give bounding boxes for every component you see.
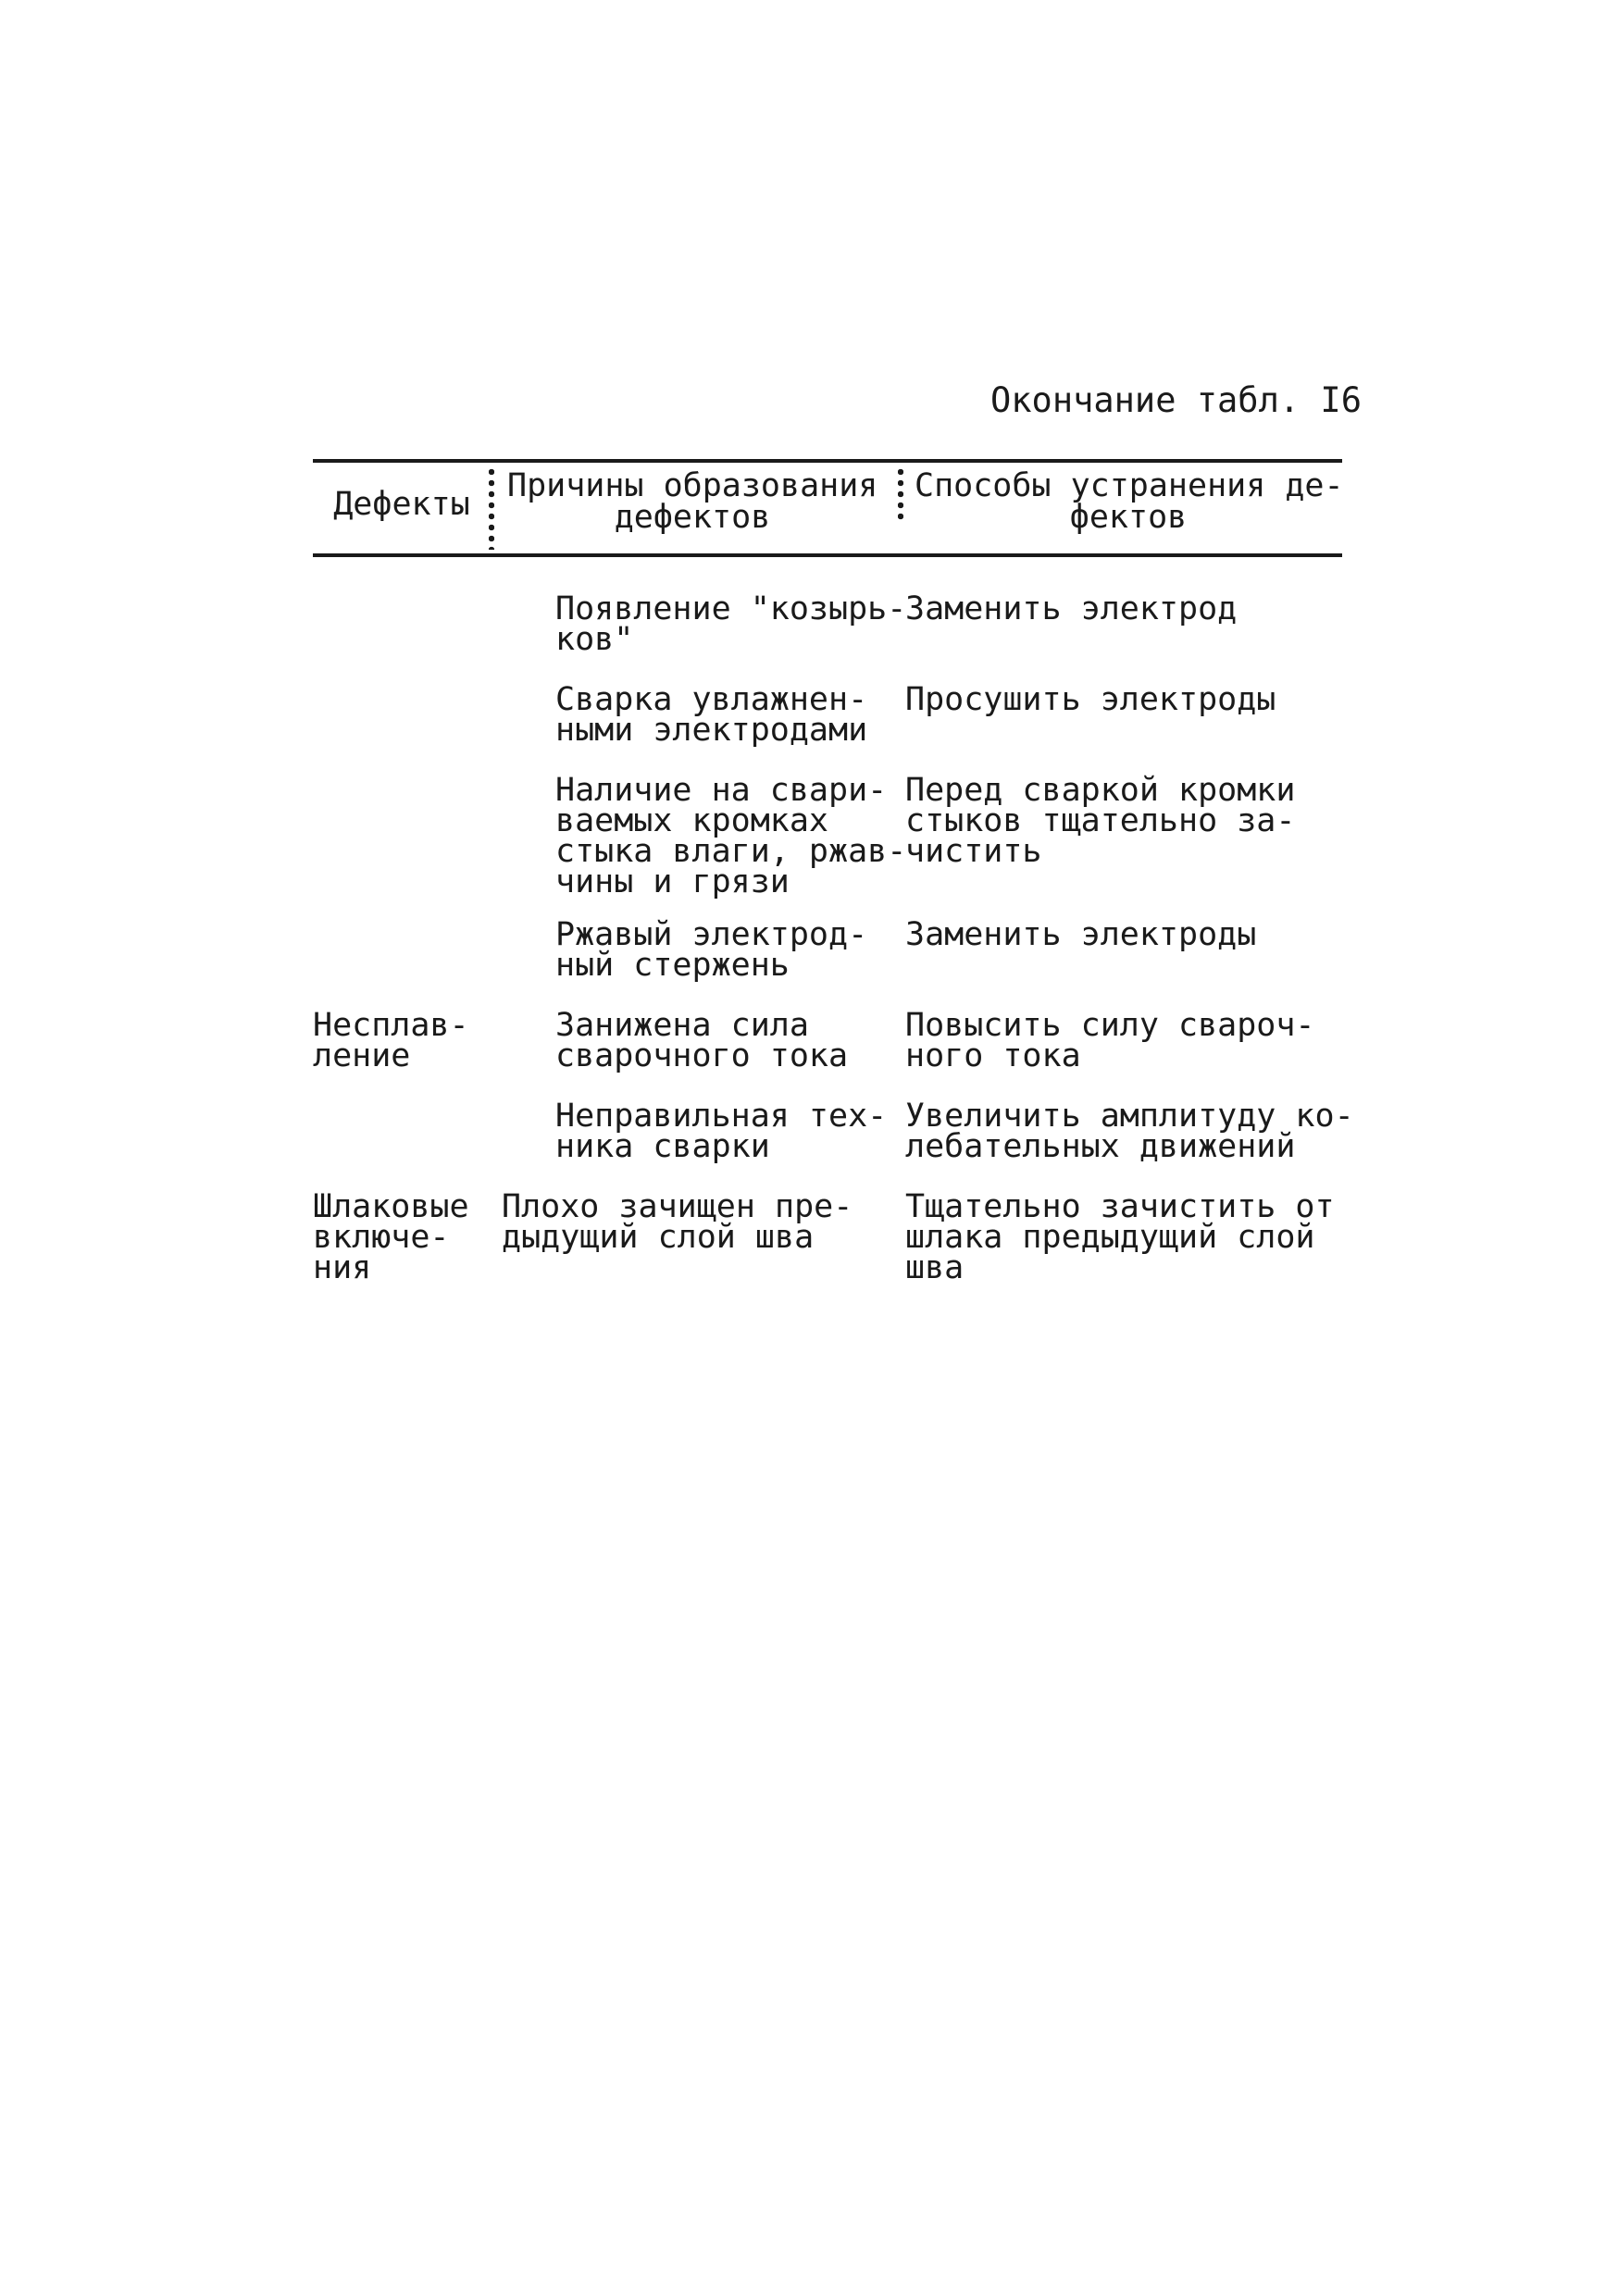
defect-cell: Шлаковые включе- ния: [313, 1188, 469, 1286]
cause-cell: Неправильная тех- ника сварки: [555, 1098, 888, 1165]
remedy-cell: Увеличить амплитуду ко- лебательных движений: [905, 1098, 1354, 1165]
table-body: [313, 557, 1354, 1390]
remedy-cell: Повысить силу свароч- ного тока: [905, 1007, 1315, 1074]
remedy-cell: Просушить электроды: [905, 681, 1276, 718]
header-separator: [898, 466, 903, 522]
header-separator: [489, 466, 494, 550]
table-header: [313, 463, 1342, 553]
remedy-cell: Тщательно зачистить от шлака предыдущий слой шва: [905, 1188, 1335, 1286]
header-defects: Дефекты: [333, 486, 470, 523]
table-caption: Окончание табл. I6: [990, 380, 1362, 420]
cause-cell: Наличие на свари- ваемых кромках стыка влаги, ржав- чины и грязи: [555, 772, 907, 900]
cause-cell: Ржавый электрод- ный стержень: [555, 916, 868, 984]
cause-cell: Появление "козырь- ков": [555, 590, 907, 658]
cause-cell: Плохо зачищен пре- дыдущий слой шва: [502, 1188, 853, 1256]
cause-cell: Занижена сила сварочного тока: [555, 1007, 849, 1074]
header-remedies: Способы устранения де- фектов: [915, 467, 1344, 536]
remedy-cell: Перед сваркой кромки стыков тщательно за- чистить: [905, 772, 1296, 870]
header-causes: Причины образования дефектов: [507, 467, 878, 536]
defects-table: [313, 459, 1354, 1390]
cause-cell: Сварка увлажнен- ными электродами: [555, 681, 868, 749]
remedy-cell: Заменить электрод: [905, 590, 1238, 627]
remedy-cell: Заменить электроды: [905, 916, 1257, 953]
defect-cell: Несплав- ление: [313, 1007, 469, 1074]
